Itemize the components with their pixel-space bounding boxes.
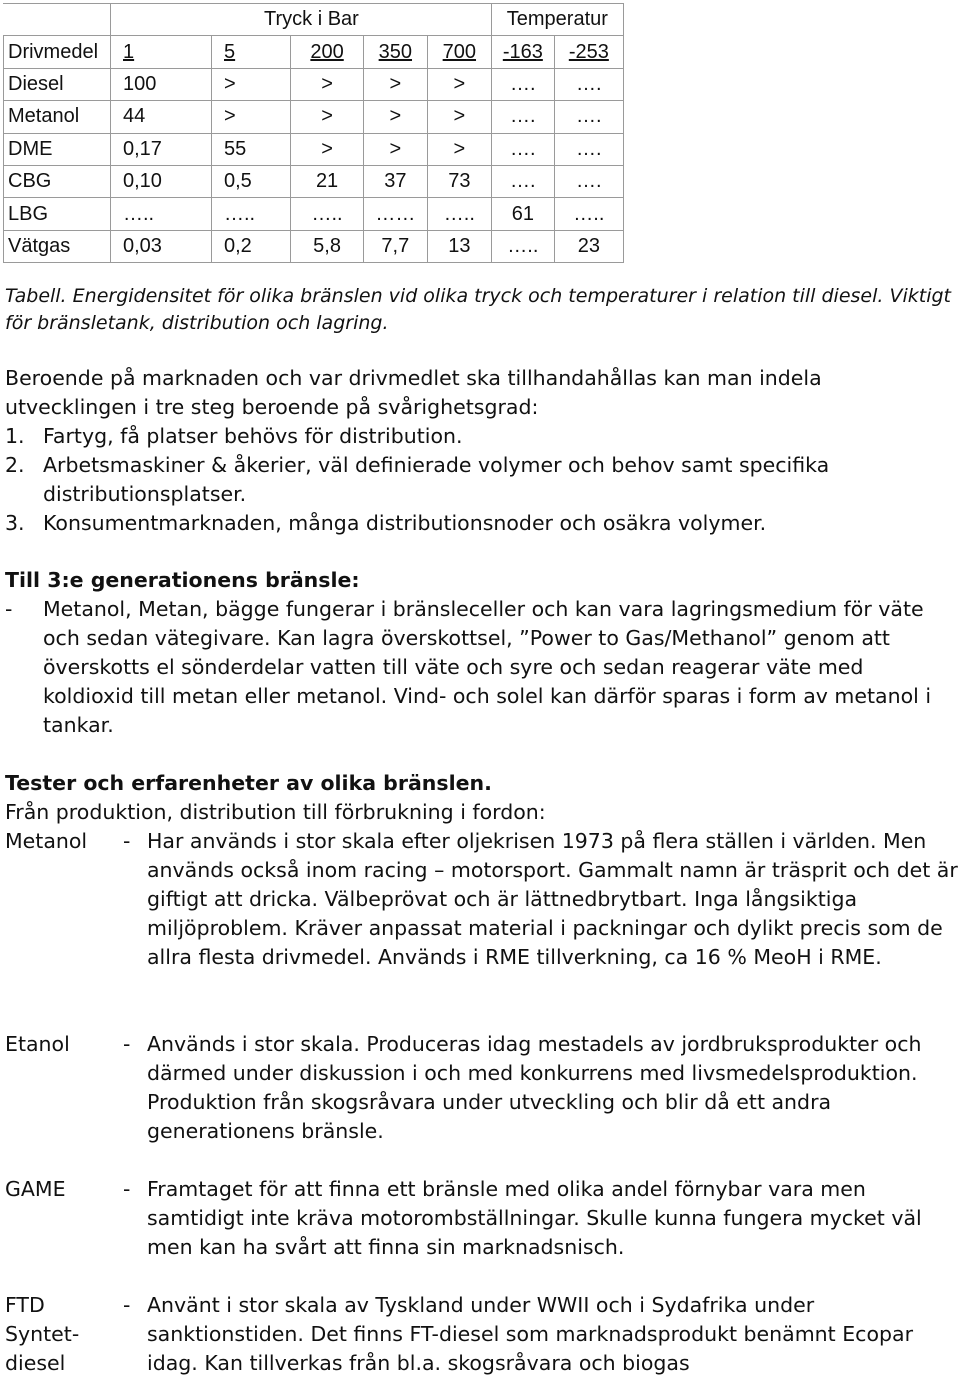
temperature-group-header: Temperatur: [491, 4, 623, 36]
table-cell: >: [212, 68, 291, 100]
table-column-header-row: [4, 36, 624, 68]
column-header: -253: [554, 36, 623, 68]
table-cell: >: [363, 133, 427, 165]
table-cell: ….: [491, 68, 554, 100]
table-cell: >: [427, 101, 491, 133]
table-cell: 0,10: [111, 165, 212, 197]
tests-heading: Tester och erfarenheter av olika bränslen.: [5, 771, 492, 795]
table-cell: …..: [111, 198, 212, 230]
table-cell: ….: [554, 133, 623, 165]
table-row: [4, 68, 624, 100]
column-header: 350: [363, 36, 427, 68]
table-cell: LBG: [4, 198, 111, 230]
table-cell: >: [363, 68, 427, 100]
table-cell: …..: [491, 230, 554, 262]
steps-list: [5, 422, 955, 538]
table-caption: Tabell. Energidensitet för olika bränslen vid olika tryck och temperaturer i relation till diesel. Viktigt för bränsletank, distribution och lagring.: [5, 285, 951, 334]
table-cell: 13: [427, 230, 491, 262]
table-cell: ….: [491, 101, 554, 133]
table-cell: Metanol: [4, 101, 111, 133]
table-header-group-row: [4, 4, 624, 36]
third-gen-heading: Till 3:e generationens bränsle:: [5, 568, 360, 592]
fuel-description: Använt i stor skala av Tyskland under WWII och i Sydafrika under sanktionstiden. Det finns FT-diesel som marknadsprodukt benämnt Ecopar idag. Kan tillverkas från bl.a. skogsråvara och biogas: [147, 1293, 913, 1375]
table-cell: 21: [291, 165, 364, 197]
table-cell: >: [291, 101, 364, 133]
column-header: Drivmedel: [4, 36, 111, 68]
table-cell: …..: [291, 198, 364, 230]
bullet-dash: -: [123, 1177, 131, 1201]
list-number: 1.: [5, 424, 25, 448]
table-cell: Diesel: [4, 68, 111, 100]
fuel-description: Används i stor skala. Produceras idag mestadels av jordbruksprodukter och därmed under diskussion i och med konkurrens med livsmedelsproduktion. Produktion från skogsråvara under utveckling och blir då ett andra generationens bränsle.: [147, 1032, 922, 1143]
table-cell: …..: [212, 198, 291, 230]
table-cell: >: [291, 68, 364, 100]
fuel-name: Metanol: [5, 829, 88, 853]
fuel-name: GAME: [5, 1177, 66, 1201]
third-gen-text: Metanol, Metan, bägge fungerar i bränsleceller och kan vara lagringsmedium för väte och sedan vätegivare. Kan lagra överskottsel, ”Power to Gas/Methanol” genom att överskotts el sönderdelar vatten till väte och syre och sedan reagerar väte med koldioxid till metan eller metanol. Vind- och solel kan därför sparas i form av metanol i tankar.: [43, 597, 932, 737]
table-cell: Vätgas: [4, 230, 111, 262]
column-header: 5: [212, 36, 291, 68]
table-cell: 23: [554, 230, 623, 262]
list-item: [5, 509, 955, 538]
list-item: [5, 422, 955, 451]
table-cell: >: [427, 133, 491, 165]
list-number: 3.: [5, 511, 25, 535]
list-text: Arbetsmaskiner & åkerier, väl definierade volymer och behov samt specifika distributionsplatser.: [43, 453, 830, 506]
list-text: Konsumentmarknaden, många distributionsnoder och osäkra volymer.: [43, 511, 767, 535]
fuel-entry-metanol: [5, 827, 960, 972]
table-cell: 5,8: [291, 230, 364, 262]
table-cell: ….: [554, 68, 623, 100]
list-text: Fartyg, få platser behövs för distribution.: [43, 424, 463, 448]
table-row: [4, 198, 624, 230]
fuel-entry-ftd: [5, 1291, 960, 1378]
table-cell: 61: [491, 198, 554, 230]
third-gen-item: [5, 595, 960, 740]
column-header: 200: [291, 36, 364, 68]
table-cell: >: [291, 133, 364, 165]
table-cell: ……: [363, 198, 427, 230]
table-cell: 73: [427, 165, 491, 197]
table-cell: >: [427, 68, 491, 100]
table-cell: …..: [427, 198, 491, 230]
column-header: 700: [427, 36, 491, 68]
list-number: 2.: [5, 453, 25, 477]
table-cell: …..: [554, 198, 623, 230]
table-cell: >: [212, 101, 291, 133]
column-header: 1: [111, 36, 212, 68]
table-cell: 0,2: [212, 230, 291, 262]
bullet-dash: -: [123, 829, 131, 853]
table-cell: 0,5: [212, 165, 291, 197]
table-cell: 0,03: [111, 230, 212, 262]
bullet-dash: -: [123, 1293, 131, 1317]
fuel-entry-etanol: [5, 1030, 960, 1146]
table-cell: ….: [491, 133, 554, 165]
table-cell: ….: [554, 165, 623, 197]
tests-subheading: Från produktion, distribution till förbrukning i fordon:: [5, 800, 546, 824]
fuel-entry-game: [5, 1175, 960, 1262]
intro-paragraph: Beroende på marknaden och var drivmedlet ska tillhandahållas kan man indela utvecklingen i tre steg beroende på svårighetsgrad:: [5, 366, 822, 419]
table-cell: 100: [111, 68, 212, 100]
table-cell: 44: [111, 101, 212, 133]
energy-density-table: [3, 3, 624, 263]
bullet-dash: -: [5, 597, 13, 621]
table-cell: ….: [554, 101, 623, 133]
fuel-description: Framtaget för att finna ett bränsle med olika andel förnybar vara men samtidigt inte kräva motorombställningar. Skulle kunna fungera mycket väl men kan ha svårt att finna sin marknadsnisch.: [147, 1177, 922, 1259]
table-cell: 0,17: [111, 133, 212, 165]
column-header: -163: [491, 36, 554, 68]
table-row: [4, 101, 624, 133]
table-cell: CBG: [4, 165, 111, 197]
table-cell: ….: [491, 165, 554, 197]
pressure-group-header: Tryck i Bar: [212, 4, 364, 36]
list-item: [5, 451, 955, 509]
bullet-dash: -: [123, 1032, 131, 1056]
table-cell: >: [363, 101, 427, 133]
table-cell: 55: [212, 133, 291, 165]
table-cell: 37: [363, 165, 427, 197]
table-row: [4, 230, 624, 262]
table-cell: 7,7: [363, 230, 427, 262]
fuel-description: Har används i stor skala efter oljekrisen 1973 på flera ställen i världen. Men används också inom racing – motorsport. Gammalt namn är träsprit och det är giftigt att dricka. Välbeprövat och är lättnedbrytbart. Inga långsiktiga miljöproblem. Kräver anpassat material i packningar och dylikt precis som de allra flesta drivmedel. Används i RME tillverkning, ca 16 % MeoH i RME.: [147, 829, 958, 969]
fuel-name: Etanol: [5, 1032, 70, 1056]
table-row: [4, 133, 624, 165]
table-cell: DME: [4, 133, 111, 165]
fuel-name: FTD Syntet-diesel: [5, 1293, 80, 1375]
table-row: [4, 165, 624, 197]
